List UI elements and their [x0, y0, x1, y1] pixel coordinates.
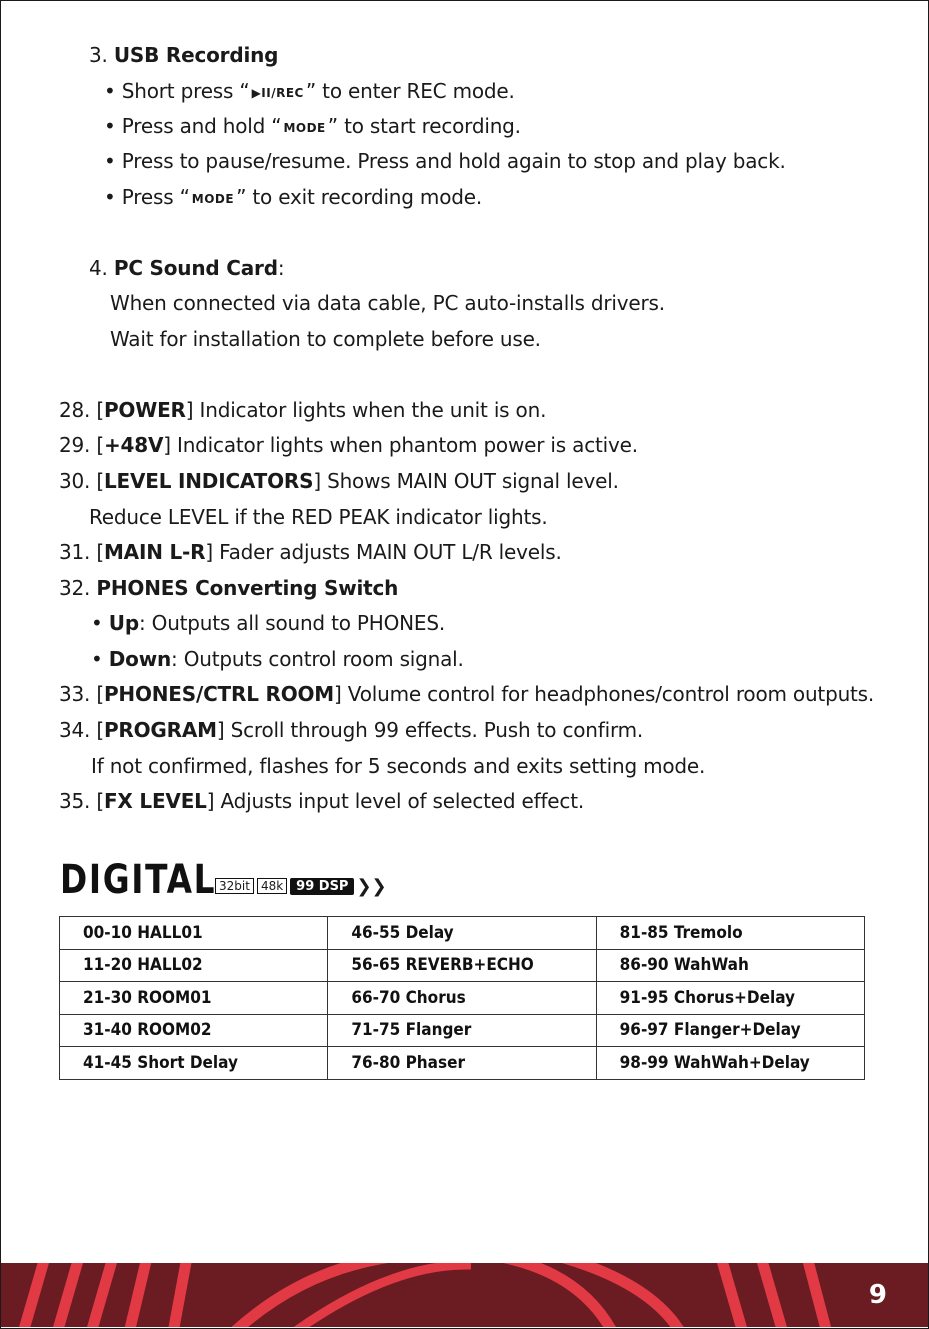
page-number: 9: [868, 1280, 887, 1310]
pc-line-2: Wait for installation to complete before use.: [110, 327, 541, 351]
table-cell: 31-40 ROOM02: [60, 1014, 328, 1047]
item-31: 31. [MAIN L-R] Fader adjusts MAIN OUT L/R levels.: [59, 540, 562, 564]
item-29: 29. [+48V] Indicator lights when phantom power is active.: [59, 433, 638, 457]
table-row: [60, 1014, 865, 1047]
mode-icon: MODE: [191, 191, 235, 206]
item-34: 34. [PROGRAM] Scroll through 99 effects. Push to confirm.: [59, 718, 644, 742]
table-row: [60, 1047, 865, 1080]
footer-band: [1, 1263, 928, 1327]
usb-bullet-4: • Press “ MODE ” to exit recording mode.: [104, 185, 483, 209]
table-cell: 76-80 Phaser: [328, 1047, 596, 1080]
sample-rate-badge: 48k: [257, 878, 287, 894]
item-33: 33. [PHONES/CTRL ROOM] Volume control for headphones/control room outputs.: [59, 682, 875, 706]
item-28: 28. [POWER] Indicator lights when the unit is on.: [59, 398, 547, 422]
item-32-up: • Up: Outputs all sound to PHONES.: [91, 611, 446, 635]
pc-heading: 4. PC Sound Card:: [89, 256, 285, 280]
table-row: [60, 949, 865, 982]
item-30-continued: Reduce LEVEL if the RED PEAK indicator lights.: [89, 505, 548, 529]
item-30: 30. [LEVEL INDICATORS] Shows MAIN OUT signal level.: [59, 469, 619, 493]
table-cell: 86-90 WahWah: [596, 949, 864, 982]
digital-title: DIGITAL: [60, 857, 217, 903]
table-cell: 91-95 Chorus+Delay: [596, 982, 864, 1015]
table-cell: 66-70 Chorus: [328, 982, 596, 1015]
table-cell: 46-55 Delay: [328, 917, 596, 950]
item-32: 32. PHONES Converting Switch: [59, 576, 399, 600]
dsp-count-badge: 99 DSP: [290, 878, 354, 895]
play-rec-icon: ▶II/REC: [251, 85, 304, 100]
footer-decoration: [1, 1263, 928, 1327]
double-chevron-icon: ❯❯: [356, 875, 387, 897]
item-34-continued: If not confirmed, flashes for 5 seconds and exits setting mode.: [91, 754, 706, 778]
table-cell: 41-45 Short Delay: [60, 1047, 328, 1080]
pc-line-1: When connected via data cable, PC auto-installs drivers.: [110, 291, 665, 315]
table-cell: 71-75 Flanger: [328, 1014, 596, 1047]
usb-heading: 3. USB Recording: [89, 43, 279, 67]
dsp-badge: [215, 876, 387, 896]
table-cell: 56-65 REVERB+ECHO: [328, 949, 596, 982]
bit-depth-badge: 32bit: [215, 878, 254, 894]
table-row: [60, 982, 865, 1015]
table-cell: 96-97 Flanger+Delay: [596, 1014, 864, 1047]
usb-bullet-2: • Press and hold “ MODE ” to start recording.: [104, 114, 521, 138]
item-32-down: • Down: Outputs control room signal.: [91, 647, 464, 671]
usb-bullet-1: • Short press “ ▶II/REC ” to enter REC mode.: [104, 79, 515, 103]
item-35: 35. [FX LEVEL] Adjusts input level of selected effect.: [59, 789, 584, 813]
table-cell: 11-20 HALL02: [60, 949, 328, 982]
usb-bullet-3: • Press to pause/resume. Press and hold again to stop and play back.: [104, 149, 786, 173]
table-cell: 81-85 Tremolo: [596, 917, 864, 950]
table-cell: 00-10 HALL01: [60, 917, 328, 950]
mode-icon: MODE: [283, 120, 326, 135]
table-row: [60, 917, 865, 950]
table-cell: 98-99 WahWah+Delay: [596, 1047, 864, 1080]
effects-table: [59, 916, 865, 1080]
table-cell: 21-30 ROOM01: [60, 982, 328, 1015]
